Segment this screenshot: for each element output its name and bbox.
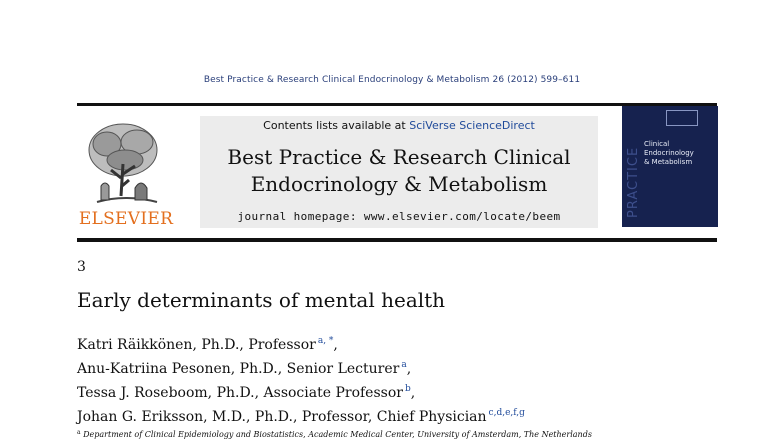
author-separator: , bbox=[406, 361, 412, 377]
author-name: Anu-Katriina Pesonen, Ph.D., Senior Lecturer bbox=[77, 361, 400, 377]
cover-line2: Endocrinology bbox=[644, 149, 694, 157]
journal-title bbox=[200, 144, 598, 198]
sciencedirect-link[interactable]: SciVerse ScienceDirect bbox=[409, 119, 535, 132]
journal-header-panel bbox=[200, 116, 598, 228]
chapter-number: 3 bbox=[77, 259, 86, 275]
affiliation-mark: a bbox=[77, 429, 81, 436]
masthead-top-rule bbox=[77, 103, 717, 106]
journal-title-line2: Endocrinology & Metabolism bbox=[250, 172, 548, 196]
article-title: Early determinants of mental health bbox=[77, 288, 446, 312]
cover-band bbox=[666, 110, 698, 126]
cover-line3: & Metabolism bbox=[644, 158, 693, 166]
author-4 bbox=[77, 403, 697, 427]
author-1 bbox=[77, 331, 697, 355]
author-affiliation-link[interactable]: b bbox=[404, 384, 411, 394]
author-name: Johan G. Eriksson, M.D., Ph.D., Professor, Chief Physician bbox=[77, 409, 487, 425]
author-affiliation-link[interactable]: a, * bbox=[317, 336, 334, 346]
affiliation-text: Department of Clinical Epidemiology and Biostatistics, Academic Medical Center, University of Amsterdam, The Netherlands bbox=[83, 430, 592, 439]
cover-vertical-text: PRACTICE bbox=[626, 146, 641, 218]
journal-cover-thumbnail bbox=[622, 106, 718, 227]
contents-prefix: Contents lists available at bbox=[263, 119, 410, 132]
author-name: Tessa J. Roseboom, Ph.D., Associate Professor bbox=[77, 385, 403, 401]
author-list bbox=[77, 331, 697, 427]
author-2 bbox=[77, 355, 697, 379]
author-3 bbox=[77, 379, 697, 403]
author-name: Katri Räikkönen, Ph.D., Professor bbox=[77, 337, 316, 353]
author-separator: , bbox=[410, 385, 416, 401]
contents-availability-line bbox=[200, 119, 598, 132]
journal-citation: Best Practice & Research Clinical Endocrinology & Metabolism 26 (2012) 599–611 bbox=[203, 75, 581, 85]
cover-line1: Clinical bbox=[644, 140, 670, 148]
author-separator: , bbox=[333, 337, 338, 353]
author-affiliation-link[interactable]: c,d,e,f,g bbox=[488, 408, 525, 418]
journal-homepage[interactable]: journal homepage: www.elsevier.com/locate/beem bbox=[237, 210, 561, 223]
author-affiliation-link[interactable]: a bbox=[401, 360, 407, 370]
journal-title-line1: Best Practice & Research Clinical bbox=[227, 145, 571, 169]
elsevier-wordmark: ELSEVIER bbox=[78, 209, 174, 229]
cover-journal-name bbox=[644, 140, 716, 167]
masthead-bottom-rule bbox=[77, 238, 717, 242]
affiliation-a bbox=[77, 429, 777, 439]
